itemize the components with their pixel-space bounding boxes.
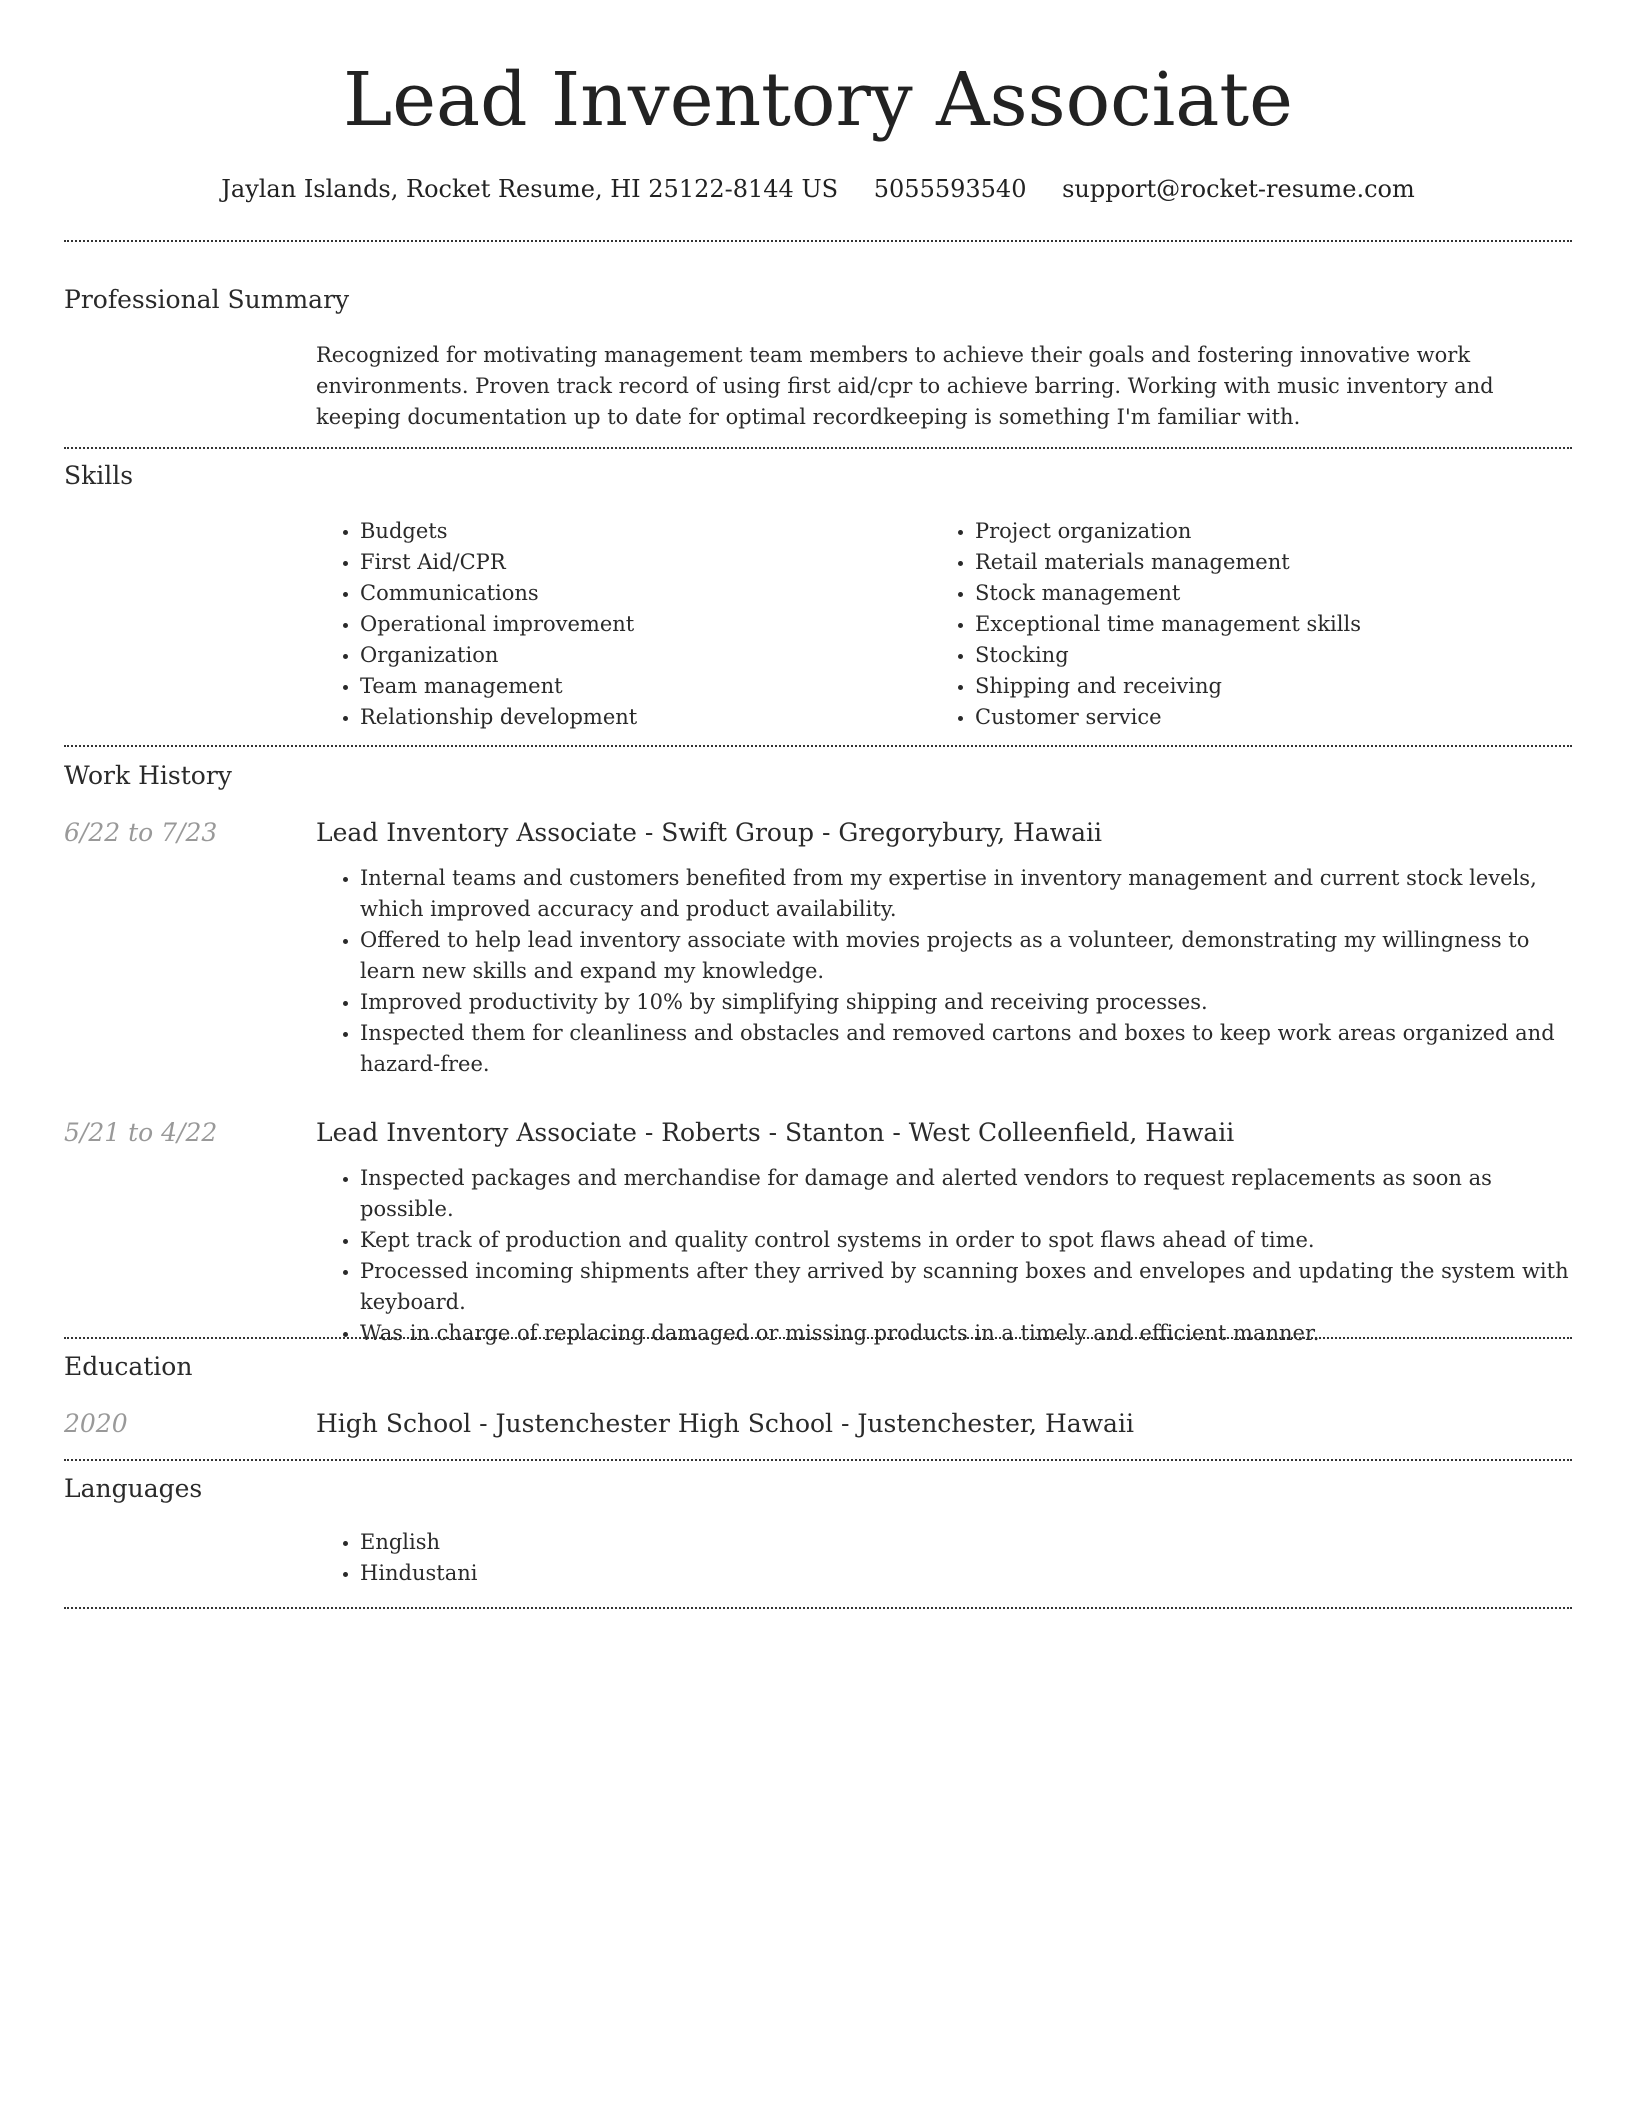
languages-list [316, 1527, 1572, 1589]
skill-item: • Stocking [975, 640, 1531, 671]
job-bullet: • Was in charge of replacing damaged or missing products in a timely and efficient manner. [360, 1318, 1572, 1349]
languages-block [316, 1527, 1572, 1589]
education-date: 2020 [64, 1409, 128, 1438]
divider [64, 745, 1572, 747]
divider [64, 240, 1572, 242]
resume-title: Lead Inventory Associate [343, 57, 1293, 143]
job-date: 6/22 to 7/23 [64, 818, 218, 847]
divider [64, 1337, 1572, 1339]
job-bullet: • Inspected them for cleanliness and obstacles and removed cartons and boxes to keep work areas organized and hazard-free. [360, 1018, 1572, 1080]
divider [64, 447, 1572, 449]
contact-email[interactable]: support@rocket-resume.com [1062, 175, 1415, 203]
skill-item: • First Aid/CPR [360, 547, 916, 578]
skill-item: • Communications [360, 578, 916, 609]
skills-list-right [931, 516, 1531, 733]
job-entry [316, 1115, 1572, 1349]
job-bullets [316, 1163, 1572, 1349]
education-heading: Education [64, 1352, 193, 1381]
skill-item: • Project organization [975, 516, 1531, 547]
skill-item: • Operational improvement [360, 609, 916, 640]
language-item: • Hindustani [360, 1558, 1572, 1589]
skill-item: • Retail materials management [975, 547, 1531, 578]
skills-column-right [931, 516, 1531, 733]
job-bullet: • Offered to help lead inventory associate with movies projects as a volunteer, demonstrating my willingness to learn new skills and expand my knowledge. [360, 925, 1572, 987]
skill-item: • Team management [360, 671, 916, 702]
work-heading: Work History [64, 761, 232, 790]
job-entry [316, 815, 1572, 1080]
summary-block [316, 340, 1572, 433]
skill-item: • Customer service [975, 702, 1531, 733]
skill-item: • Shipping and receiving [975, 671, 1531, 702]
job-title: Lead Inventory Associate - Swift Group - Gregorybury, Hawaii [316, 818, 1102, 847]
job-title: Lead Inventory Associate - Roberts - Stanton - West Colleenfield, Hawaii [316, 1118, 1235, 1147]
job-date: 5/21 to 4/22 [64, 1118, 218, 1147]
skills-heading: Skills [64, 461, 134, 490]
contact-address: Jaylan Islands, Rocket Resume, HI 25122-8144 US [221, 175, 839, 203]
job-bullets [316, 863, 1572, 1080]
language-item: • English [360, 1527, 1572, 1558]
job-bullet: • Improved productivity by 10% by simplifying shipping and receiving processes. [360, 987, 1572, 1018]
job-bullet: • Internal teams and customers benefited from my expertise in inventory management and current stock levels, which improved accuracy and product availability. [360, 863, 1572, 925]
divider [64, 1459, 1572, 1461]
skill-item: • Exceptional time management skills [975, 609, 1531, 640]
education-title: High School - Justenchester High School - Justenchester, Hawaii [316, 1409, 1134, 1438]
skills-column-left [316, 516, 916, 733]
contact-line [64, 170, 1572, 208]
job-bullet: • Kept track of production and quality control systems in order to spot flaws ahead of time. [360, 1225, 1572, 1256]
job-bullet: • Inspected packages and merchandise for damage and alerted vendors to request replacements as soon as possible. [360, 1163, 1572, 1225]
skill-item: • Organization [360, 640, 916, 671]
contact-phone: 5055593540 [873, 175, 1027, 203]
languages-heading: Languages [64, 1474, 203, 1503]
summary-text: Recognized for motivating management team members to achieve their goals and fostering innovative work environments. Proven track record of using first aid/cpr to achieve barring. Working with music inventory and keeping documentation up to date for optimal recordkeeping is something I'm familiar with. [316, 343, 1494, 429]
skill-item: • Relationship development [360, 702, 916, 733]
skills-list-left [316, 516, 916, 733]
divider [64, 1607, 1572, 1609]
job-bullet: • Processed incoming shipments after they arrived by scanning boxes and envelopes and updating the system with keyboard. [360, 1256, 1572, 1318]
education-entry [316, 1406, 1572, 1442]
skill-item: • Budgets [360, 516, 916, 547]
skill-item: • Stock management [975, 578, 1531, 609]
summary-heading: Professional Summary [64, 285, 350, 314]
